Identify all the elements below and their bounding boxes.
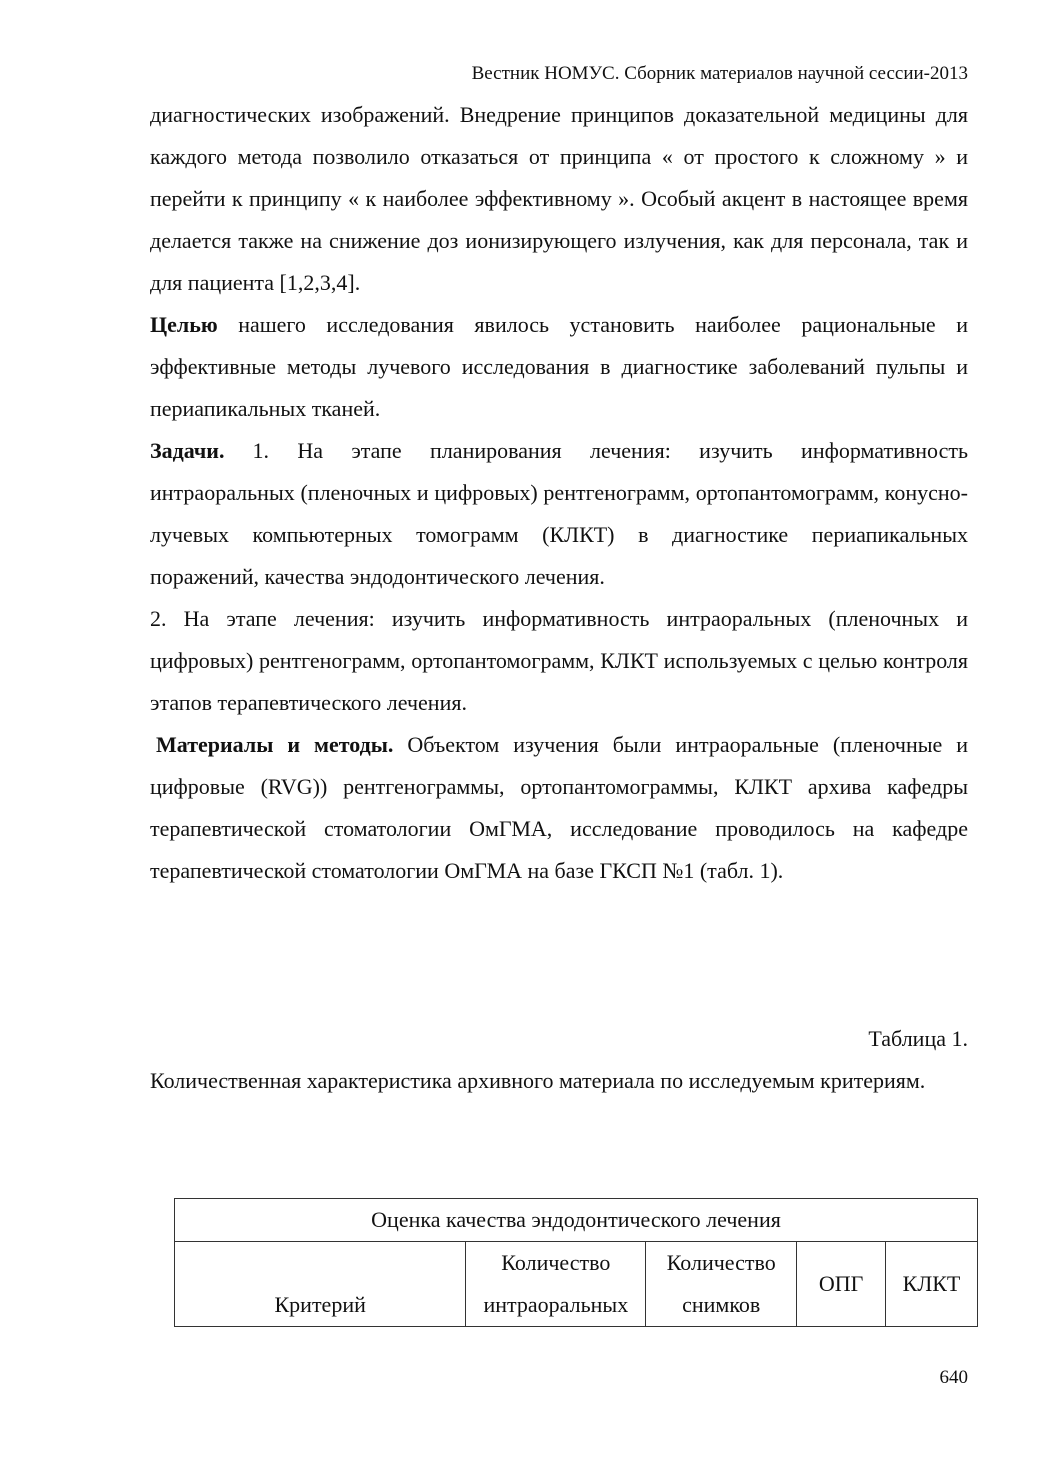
blank-space [150, 892, 968, 1018]
header-cbct: КЛКТ [886, 1242, 978, 1327]
header-images-line1: Количество [666, 1250, 776, 1275]
header-images [646, 1242, 797, 1327]
materials-text: Объектом изучения были интраоральные (пленочные и цифровые (RVG)) рентгенограммы, ортопантомограммы, КЛКТ архива кафедры терапевтической стоматологии ОмГМА, исследование проводилось на кафедре терапевтической стоматологии ОмГМА на базе ГКСП №1 (табл. 1). [150, 732, 969, 883]
tasks-paragraph [150, 430, 968, 598]
goal-text: нашего исследования явилось установить наиболее рациональные и эффективные методы лучевого исследования в диагностике заболеваний пульпы и периапикальных тканей. [150, 312, 968, 421]
running-header: Вестник НОМУС. Сборник материалов научной сессии-2013 [471, 63, 968, 84]
header-intraoral-line1: Количество [501, 1250, 611, 1275]
table-title: Оценка качества эндодонтического лечения [175, 1199, 978, 1242]
header-intraoral [466, 1242, 646, 1327]
intro-paragraph: диагностических изображений. Внедрение принципов доказательной медицины для каждого метода позволило отказаться от принципа « от простого к сложному » и перейти к принципу « к наиболее эффективному ». Особый акцент в настоящее время делается также на снижение доз ионизирующего излучения, как для персонала, так и для пациента [1,2,3,4]. [150, 102, 968, 295]
table-title-row [175, 1199, 978, 1242]
tasks-text: 1. На этапе планирования лечения: изучить информативность интраоральных (пленочных и цифровых) рентгенограмм, ортопантомограмм, конусно-лучевых компьютерных томограмм (КЛКТ) в диагностике периапикальных поражений, качества эндодонтического лечения. [150, 438, 968, 589]
tasks-second-paragraph: 2. На этапе лечения: изучить информативность интраоральных (пленочных и цифровых) рентгенограмм, ортопантомограмм, КЛКТ используемых с целью контроля этапов терапевтического лечения. [150, 606, 968, 715]
table-label: Таблица 1. [868, 1026, 968, 1051]
table-header-row [175, 1242, 978, 1327]
goal-paragraph [150, 304, 968, 430]
header-opg: ОПГ [797, 1242, 886, 1327]
header-intraoral-line2: интраоральных [483, 1292, 629, 1317]
header-images-line2: снимков [682, 1292, 761, 1317]
table-caption: Количественная характеристика архивного материала по исследуемым критериям. [150, 1068, 926, 1093]
data-table [174, 1198, 978, 1327]
article-body [150, 94, 968, 1102]
header-criterion-text: Критерий [274, 1292, 366, 1317]
goal-label: Целью [150, 312, 218, 337]
tasks-label: Задачи. [150, 438, 225, 463]
page-number: 640 [939, 1367, 968, 1388]
materials-paragraph [150, 724, 968, 892]
header-criterion [175, 1242, 466, 1327]
materials-label: Материалы и методы. [156, 732, 394, 757]
